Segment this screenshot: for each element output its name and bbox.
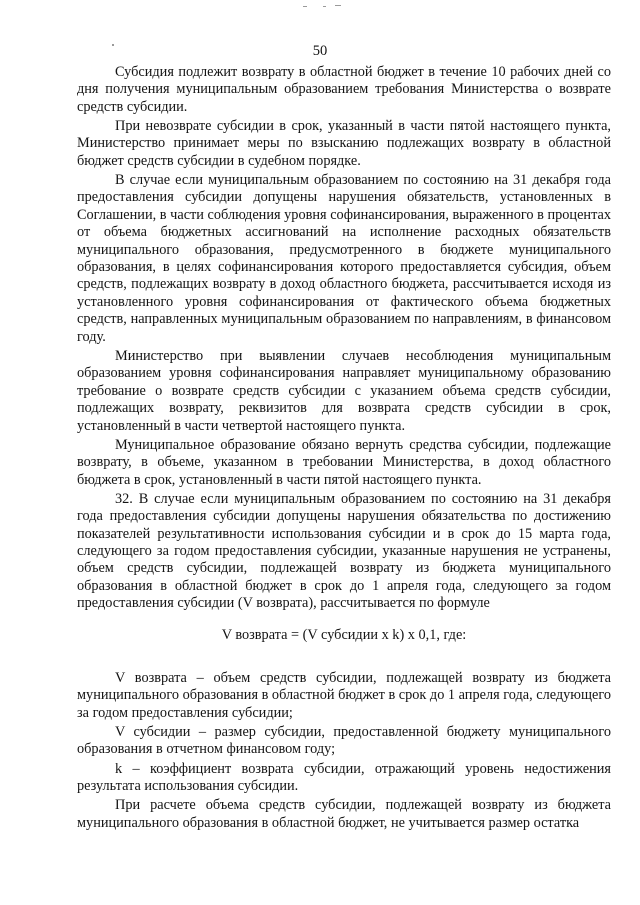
paragraph-item-32: 32. В случае если муниципальным образованием по состоянию на 31 декабря года предоставления субсидии допущены нарушения обязательства по достижению показателей результативности использования субсидии и в срок до 15 марта года, следующего за годом предоставления субсидии, указанные нарушения не устранены, объем средств субсидии, подлежащей возврату из бюджета муниципального образования в областной бюджет в срок до 1 апреля года, следующего за годом предоставления субсидии (V возврата), рассчитывается по формуле xyxy=(77,490,611,612)
definition-v-return: V возврата – объем средств субсидии, подлежащей возврату из бюджета муниципального образования в областной бюджет в срок до 1 апреля года, следующего за годом предоставления субсидии; xyxy=(77,669,612,721)
paragraph-municipality-obligation: Муниципальное образование обязано вернуть средства субсидии, подлежащие возврату, в объеме, указанном в требовании Министерства, в доход областного бюджета в срок, установленный в части пятой настоящего пункта. xyxy=(77,436,611,488)
refund-formula: V возврата = (V субсидии x k) x 0,1, где: xyxy=(221,626,467,643)
paragraph-ministry-requirement: Министерство при выявлении случаев несоблюдения муниципальным образованием уровня софинансирования направляет муниципальному образованию требование о возврате средств субсидии с указанием объема средств субсидии, подлежащих возврату, реквизитов для возврата средств субсидии в срок, установленный в части четвертой настоящего пункта. xyxy=(77,347,611,434)
paragraph-non-return: При невозврате субсидии в срок, указанный в части пятой настоящего пункта, Министерство принимает меры по взысканию подлежащих возврату в областной бюджет средств субсидии в судебном порядке. xyxy=(77,118,611,169)
scan-mark xyxy=(303,6,307,7)
definition-k: k – коэффициент возврата субсидии, отражающий уровень недостижения результата использования субсидии. xyxy=(77,760,611,795)
paragraph-calculation-note: При расчете объема средств субсидии, подлежащей возврату из бюджета муниципального образования в областной бюджет, не учитывается размер остатка xyxy=(77,797,611,831)
paragraph-cofinancing-violation: В случае если муниципальным образованием по состоянию на 31 декабря года предоставления субсидии допущены нарушения обязательств, установленных в Соглашении, в части соблюдения уровня софинансирования, выраженного в процентах от объема бюджетных ассигнований на исполнение расходных обязательств муниципального образования, предусмотренного в бюджете муниципального образования, в целях софинансирования которого предоставляется субсидия, объем средств, подлежащих возврату в доход областного бюджета, рассчитывается исходя из установленного уровня софинансирования от фактического объема бюджетных средств, направленных муниципальным образованием по направлениям, в финансовом году. xyxy=(77,172,611,345)
paragraph-refund-deadline: Субсидия подлежит возврату в областной бюджет в течение 10 рабочих дней со дня получения муниципальным образованием требования Министерства о возврате средств субсидии. xyxy=(77,64,611,115)
page-number: 50 xyxy=(312,43,328,59)
definition-v-subsidy: V субсидии – размер субсидии, предоставленной бюджету муниципального образования в отчетном финансовом году; xyxy=(77,724,611,758)
scan-mark xyxy=(323,6,326,7)
document-body xyxy=(77,64,611,834)
scan-mark xyxy=(335,5,341,6)
